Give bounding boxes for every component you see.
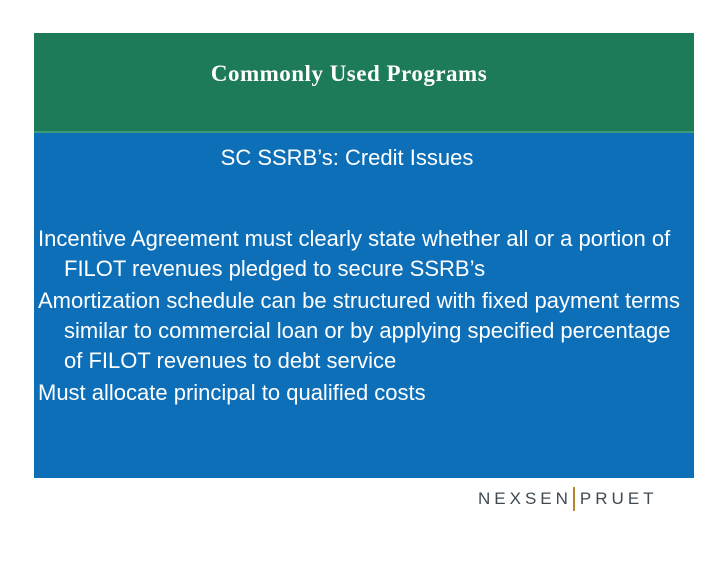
bullet-list [38,224,690,410]
slide-title: Commonly Used Programs [210,61,488,86]
slide-header [34,33,694,133]
logo-left-text: NEXSEN [478,489,572,508]
nexsen-pruet-logo [478,484,704,514]
logo-right-text: PRUET [579,489,658,508]
bullet-item: Must allocate principal to qualified costs [38,380,426,405]
bullet-item: Incentive Agreement must clearly state whether all or a portion of FILOT revenues pledged to secure SSRB’s [38,226,671,281]
bullet-item: Amortization schedule can be structured with fixed payment terms similar to commercial loan or by applying specified percentage of FILOT revenues to debt service [38,288,680,373]
slide-subtitle: SC SSRB’s: Credit Issues [220,145,474,170]
content-panel [34,133,694,478]
logo-divider [573,487,575,511]
